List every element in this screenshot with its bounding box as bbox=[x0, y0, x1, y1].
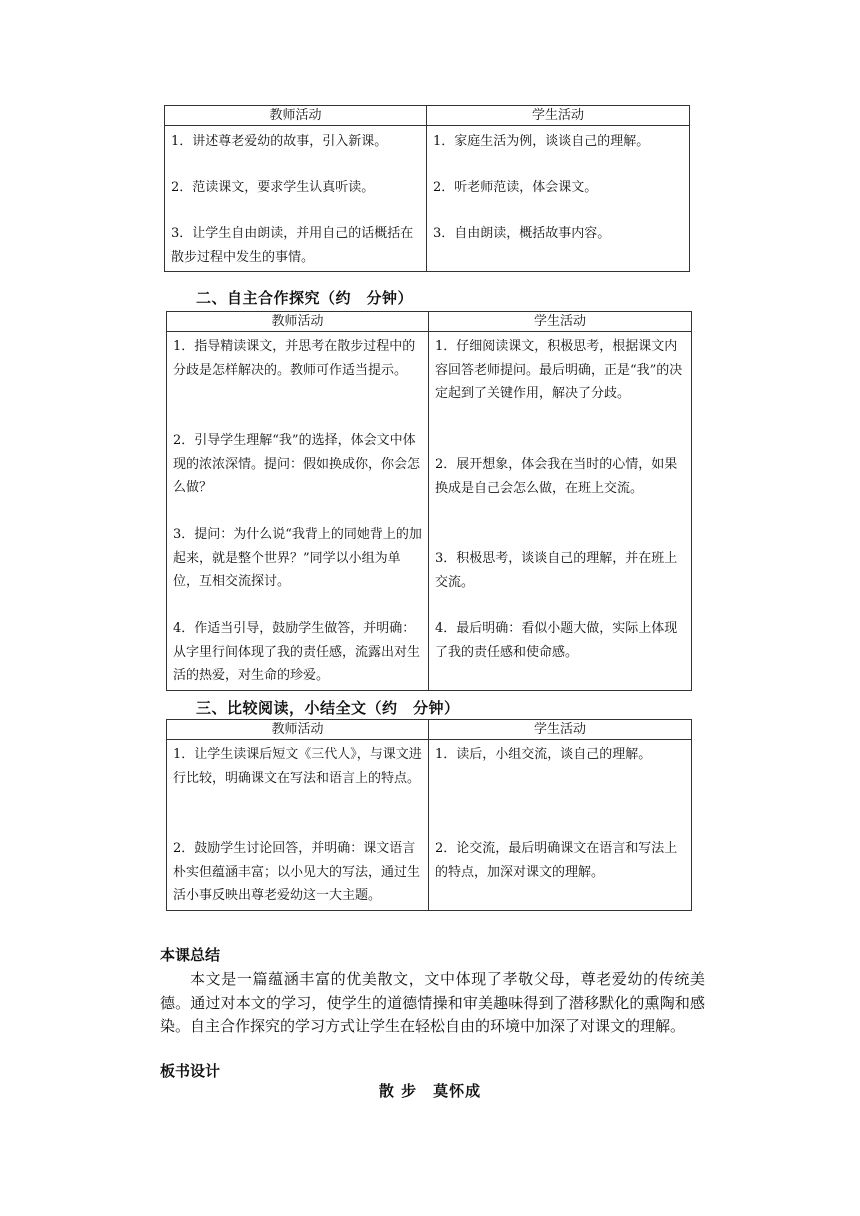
table-row bbox=[165, 126, 690, 272]
summary-title: 本课总结 bbox=[160, 946, 221, 964]
teacher-activities bbox=[167, 740, 429, 911]
teacher-activities bbox=[167, 332, 429, 691]
student-activities bbox=[427, 126, 690, 272]
teacher-activities bbox=[165, 126, 427, 272]
table-comparative-reading bbox=[166, 719, 692, 911]
board-text: 散 步 莫怀成 bbox=[378, 1082, 482, 1100]
teacher-item: 2．鼓励学生讨论回答，并明确：课文语言朴实但蕴涵丰富；以小见大的写法，通过生活小事反映出尊老爱幼这一大主题。 bbox=[173, 841, 421, 903]
section2-title: 二、自主合作探究（约 分钟） bbox=[196, 289, 414, 307]
section3-title: 三、比较阅读，小结全文（约 分钟） bbox=[196, 699, 460, 717]
student-item: 2．展开想象，体会我在当时的心情，如果换成是自己会怎么做，在班上交流。 bbox=[435, 457, 678, 496]
student-item: 1．读后，小组交流，谈自己的理解。 bbox=[435, 747, 652, 762]
header-teacher: 教师活动 bbox=[165, 106, 427, 126]
header-student: 学生活动 bbox=[429, 312, 692, 332]
table-intro bbox=[164, 105, 690, 272]
header-student: 学生活动 bbox=[429, 720, 692, 740]
student-item: 3．积极思考，谈谈自己的理解，并在班上交流。 bbox=[435, 551, 678, 590]
teacher-item: 1．指导精读课文，并思考在散步过程中的分歧是怎样解决的。教师可作适当提示。 bbox=[173, 339, 416, 378]
student-activities bbox=[429, 740, 692, 911]
header-student: 学生活动 bbox=[427, 106, 690, 126]
student-item: 2．论交流，最后明确课文在语言和写法上的特点，加深对课文的理解。 bbox=[435, 841, 678, 880]
teacher-item: 1．让学生读课后短文《三代人》，与课文进行比较，明确课文在写法和语言上的特点。 bbox=[173, 747, 422, 786]
teacher-item: 4．作适当引导，鼓励学生做答，并明确：从字里行间体现了我的责任感，流露出对生活的热爱，对生命的珍爱。 bbox=[173, 621, 421, 683]
header-teacher: 教师活动 bbox=[167, 312, 429, 332]
student-item: 4．最后明确：看似小题大做，实际上体现了我的责任感和使命感。 bbox=[435, 621, 678, 660]
teacher-item: 2．范读课文，要求学生认真听读。 bbox=[171, 180, 375, 195]
student-item: 3．自由朗读，概括故事内容。 bbox=[433, 226, 611, 241]
teacher-item: 2．引导学生理解“我”的选择，体会文中体现的浓浓深情。提问：假如换成你，你会怎么做？ bbox=[173, 433, 421, 495]
student-item: 1．仔细阅读课文，积极思考，根据课文内容回答老师提问。最后明确，正是“我”的决定起到了关键作用，解决了分歧。 bbox=[435, 339, 683, 401]
teacher-item: 1．讲述尊老爱幼的故事，引入新课。 bbox=[171, 134, 388, 149]
table-cooperative-inquiry bbox=[166, 311, 692, 691]
table-row bbox=[167, 332, 692, 691]
teacher-item: 3．提问：为什么说“我背上的同她背上的加起来，就是整个世界？”同学以小组为单位，互相交流探讨。 bbox=[173, 527, 422, 589]
table-row bbox=[167, 740, 692, 911]
table-header-row bbox=[165, 106, 690, 126]
teacher-item: 3．让学生自由朗读，并用自己的话概括在散步过程中发生的事情。 bbox=[171, 226, 414, 265]
student-item: 2．听老师范读，体会课文。 bbox=[433, 180, 598, 195]
student-item: 1．家庭生活为例，谈谈自己的理解。 bbox=[433, 134, 650, 149]
student-activities bbox=[429, 332, 692, 691]
table-header-row bbox=[167, 720, 692, 740]
board-title: 板书设计 bbox=[160, 1062, 221, 1080]
table-header-row bbox=[167, 312, 692, 332]
summary-text: 本文是一篇蕴涵丰富的优美散文，文中体现了孝敬父母，尊老爱幼的传统美德。通过对本文的学习，使学生的道德情操和审美趣味得到了潜移默化的熏陶和感染。自主合作探究的学习方式让学生在轻松自由的环境中加深了对课文的理解。 bbox=[160, 970, 705, 1036]
header-teacher: 教师活动 bbox=[167, 720, 429, 740]
